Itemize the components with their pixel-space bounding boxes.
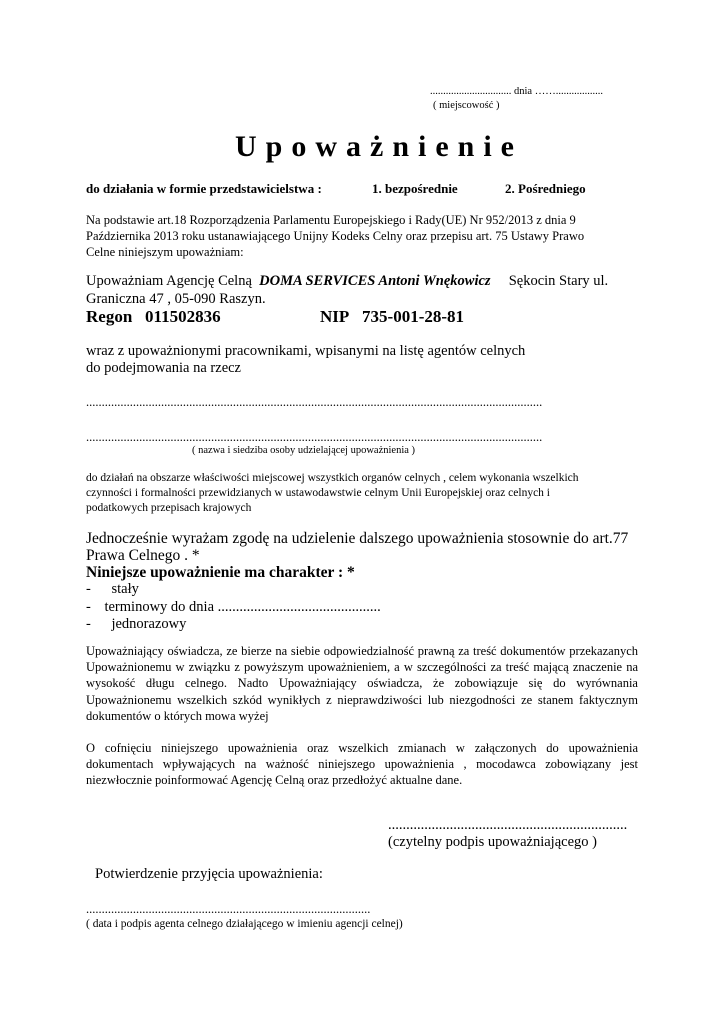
confirmation-line: ...........................................................................................	[86, 902, 371, 916]
character-option-permanent	[86, 581, 139, 598]
representation-option-direct: 1. bezpośrednie	[372, 181, 458, 196]
character-option-single	[86, 616, 186, 633]
representation-lead: do działania w formie przedstawicielstwa :	[86, 181, 322, 196]
confirmation-heading: Potwierdzenie przyjęcia upoważnienia:	[95, 866, 323, 882]
agency-line-1	[86, 273, 608, 290]
legal-basis-line: Na podstawie art.18 Rozporządzenia Parlamentu Europejskiego i Rady(UE) Nr 952/2013 z dnia 9	[86, 213, 576, 227]
employees-line: do podejmowania na rzecz	[86, 360, 241, 376]
legal-basis-line: Października 2013 roku ustanawiającego Unijny Kodeks Celny oraz przepisu art. 75 Ustawy Prawo	[86, 229, 585, 243]
agency-intro: Upoważniam Agencję Celną	[86, 273, 252, 289]
declaration-paragraph: Upoważniający oświadcza, ze bierze na siebie odpowiedzialność prawną za treść dokumentów przekazanych Upoważnionemu w związku z powyższym upoważnieniem, a w szczególności za treść mającą znaczenie na wysokość długu celnego. Nadto Upoważniający oświadcza, że zobowiązuje się do wyrównania Upoważnionemu wszelkich szkód wynikłych z nieprawdziwości lub niezgodności ze stanem faktycznym dokumentów o których mowa wyżej	[86, 644, 638, 723]
nip-value: 735-001-28-81	[362, 307, 465, 326]
signature-line: ..................................................................	[388, 817, 628, 833]
place-label: ( miejscowość )	[433, 100, 500, 111]
grantor-caption: ( nazwa i siedziba osoby udzielającej upoważnienia )	[192, 445, 416, 456]
notification-paragraph: O cofnięciu niniejszego upoważnienia oraz wszelkich zmianach w załączonych do upoważnienia dokumentach wpływających na ważność niniejszego upoważnienia , mocodawca zobowiązany jest niezwłocznie poinformować Agencję Celną oraz przedłożyć aktualne dane.	[86, 741, 638, 788]
representation-option-indirect: 2. Pośredniego	[505, 181, 586, 196]
agency-city: Sękocin Stary ul.	[508, 273, 609, 289]
consent-line: Jednocześnie wyrażam zgodę na udzielenie dalszego upoważnienia stosownie do art.77	[86, 530, 629, 547]
character-option-term	[86, 599, 381, 616]
employees-line: wraz z upoważnionymi pracownikami, wpisanymi na listę agentów celnych	[86, 343, 526, 359]
agency-address: Graniczna 47 , 05-090 Raszyn.	[86, 291, 266, 307]
grantor-line-1: ..................................................................................................................................................	[86, 395, 543, 409]
confirmation-caption: ( data i podpis agenta celnego działającego w imieniu agencji celnej)	[86, 918, 403, 930]
regon-row	[86, 307, 221, 327]
option-dash: -	[86, 581, 91, 597]
scope-line: czynności i formalności przewidzianych w ustawodawstwie celnym Unii Europejskiej oraz celnych i	[86, 487, 551, 499]
nip-label: NIP	[320, 307, 350, 326]
place-date-line: ............................... dnia ……..................	[430, 86, 603, 97]
consent-line: Prawa Celnego . *	[86, 547, 200, 564]
option-dash: -	[86, 616, 91, 632]
signature-caption: (czytelny podpis upoważniającego )	[388, 834, 597, 850]
scope-line: do działań na obszarze właściwości miejscowej wszystkich organów celnych , celem wykonania wszelkich	[86, 472, 579, 484]
option-label: terminowy do dnia .............................................	[104, 599, 381, 615]
regon-value: 011502836	[145, 307, 221, 326]
grantor-line-2: ..................................................................................................................................................	[86, 430, 543, 444]
character-heading: Niniejsze upoważnienie ma charakter : *	[86, 564, 355, 581]
option-label: stały	[111, 581, 139, 597]
agency-name: DOMA SERVICES Antoni Wnękowicz	[259, 273, 491, 289]
scope-line: podatkowych przepisach krajowych	[86, 502, 252, 514]
option-dash: -	[86, 599, 91, 615]
nip-row	[320, 307, 464, 327]
regon-label: Regon	[86, 307, 133, 326]
document-title: Upoważnienie	[235, 130, 523, 163]
option-label: jednorazowy	[111, 616, 187, 632]
legal-basis-line: Celne niniejszym upoważniam:	[86, 245, 244, 259]
